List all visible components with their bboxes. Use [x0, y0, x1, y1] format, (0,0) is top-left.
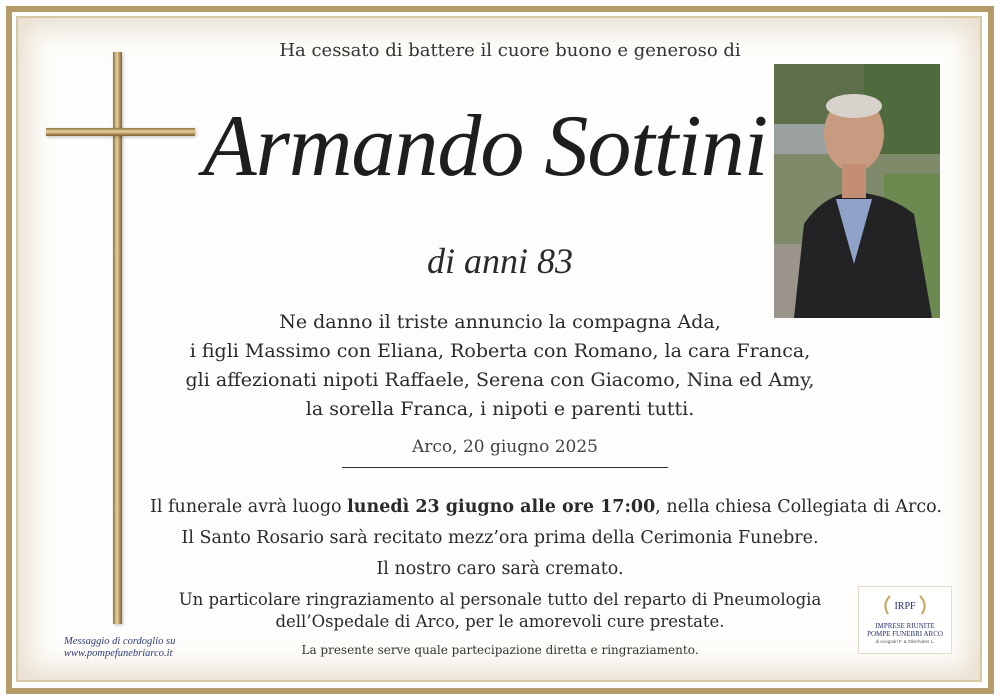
thanks-line: Un particolare ringraziamento al personale tutto del reparto di Pneumologia — [178, 590, 822, 609]
logo-acronym: IRPF — [894, 601, 916, 612]
logo-line-1: IMPRESE RIUNITE — [875, 622, 935, 630]
thanks-text — [170, 589, 830, 633]
thanks-line: dell’Ospedale di Arco, per le amorevoli cure prestate. — [275, 612, 725, 631]
portrait-image — [774, 64, 940, 318]
logo-line-2: POMPE FUNEBRI ARCO — [867, 630, 943, 638]
intro-text: Ha cessato di battere il cuore buono e generoso di — [279, 40, 741, 61]
deceased-age: di anni 83 — [426, 241, 573, 281]
funeral-line-2: Il Santo Rosario sarà recitato mezz’ora prima della Cerimonia Funebre. — [181, 528, 819, 548]
laurel-icon — [880, 594, 930, 616]
condolence-label: Messaggio di cordoglio su — [64, 636, 176, 647]
funeral-info — [150, 492, 942, 585]
portrait-photo — [774, 64, 940, 318]
announcement-line: gli affezionati nipoti Raffaele, Serena con Giacomo, Nina ed Amy, — [185, 369, 815, 391]
deceased-name: Armando Sottini — [202, 98, 768, 195]
footer-note: La presente serve quale partecipazione diretta e ringraziamento. — [301, 643, 699, 657]
funeral-home-logo — [858, 586, 952, 654]
funeral-location: , nella chiesa Collegiata di Arco. — [655, 497, 942, 517]
funeral-line-3: Il nostro caro sarà cremato. — [376, 559, 624, 579]
announcement — [150, 308, 850, 424]
announcement-line: i figli Massimo con Eliana, Roberta con Romano, la cara Franca, — [189, 340, 811, 362]
logo-line-3: di Avogadri F. & Oberhuber L. — [875, 639, 935, 644]
announcement-line: Ne danno il triste annuncio la compagna Ada, — [279, 311, 721, 333]
funeral-datetime: lunedì 23 giugno alle ore 17:00 — [347, 497, 656, 517]
announcement-line: la sorella Franca, i nipoti e parenti tutti. — [305, 398, 695, 420]
cross-icon-horizontal — [46, 128, 195, 136]
place-date: Arco, 20 giugno 2025 — [411, 437, 598, 457]
condolence-message — [64, 636, 244, 660]
divider — [342, 467, 668, 468]
cross-icon-vertical — [113, 52, 122, 624]
funeral-line-1 — [150, 492, 942, 523]
condolence-link[interactable]: www.pompefunebriarco.it — [64, 648, 173, 659]
funeral-text: Il funerale avrà luogo — [150, 497, 348, 517]
